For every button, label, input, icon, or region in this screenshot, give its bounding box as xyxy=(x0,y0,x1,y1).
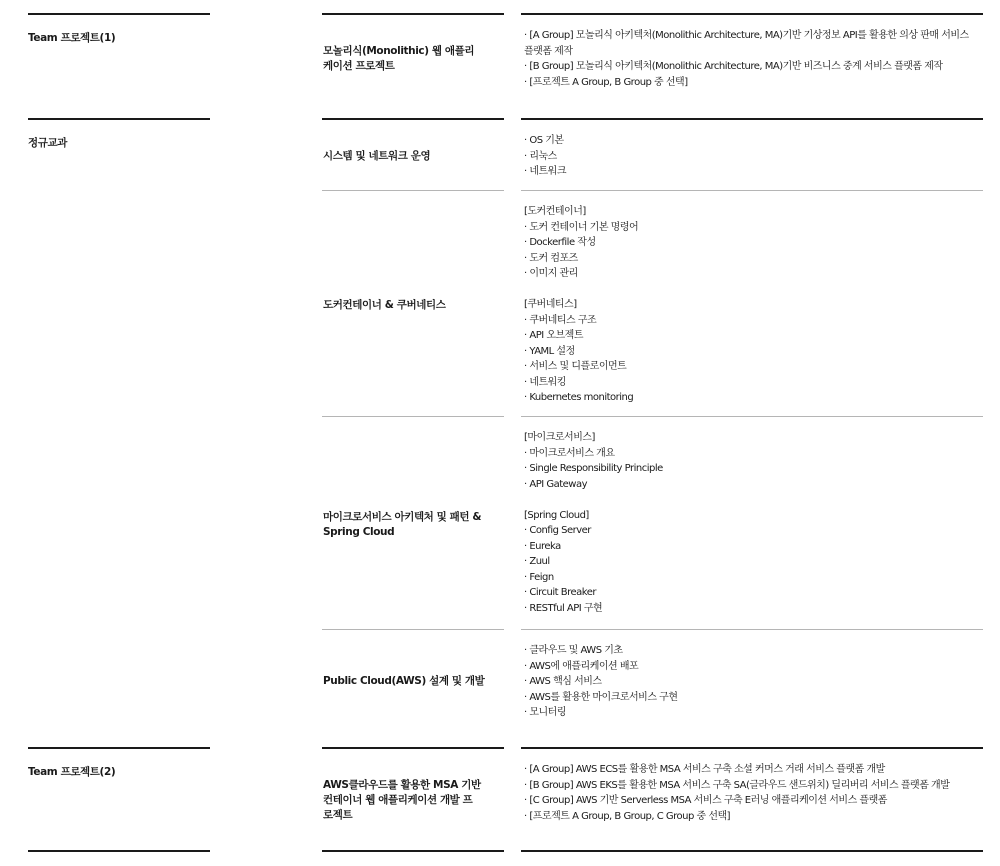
detail-line: [Spring Cloud] xyxy=(524,509,589,521)
divider xyxy=(521,118,983,120)
detail-line: [도커컨테이너] xyxy=(524,206,586,217)
divider xyxy=(521,13,983,15)
detail-line: · 네트워킹 xyxy=(524,376,566,388)
detail-gap xyxy=(524,492,986,508)
detail-line: · AWS를 활용한 마이크로서비스 구현 xyxy=(524,691,678,703)
detail-line: · Config Server xyxy=(524,525,591,536)
detail-line: · 마이크로서비스 개요 xyxy=(524,447,615,459)
row-divider xyxy=(322,629,504,630)
category-label: Team 프로젝트(1) xyxy=(28,32,116,44)
subject-title: 모놀리식(Monolithic) 웹 애플리케이션 프로젝트 xyxy=(323,45,475,72)
divider xyxy=(28,747,210,749)
detail-line: [쿠버네티스] xyxy=(524,299,577,310)
divider xyxy=(521,747,983,749)
detail-line: · 클라우드 및 AWS 기초 xyxy=(524,645,623,656)
detail-line: · 도커 컨테이너 기본 명령어 xyxy=(524,221,639,233)
subject-details xyxy=(524,643,986,721)
detail-line: · [C Group] AWS 기반 Serverless MSA 서비스 구축 E러닝 애플리케이션 서비스 플랫폼 xyxy=(524,795,887,806)
detail-line: · Zuul xyxy=(524,556,550,567)
row-divider xyxy=(521,190,983,191)
detail-line: · [A Group] 모놀리식 아키텍처(Monolithic Architecture, MA)기반 기상정보 API를 활용한 의상 판매 서비스 플랫폼 제작 xyxy=(524,30,969,57)
detail-line: · 리눅스 xyxy=(524,150,557,162)
subject-details xyxy=(524,430,986,616)
divider xyxy=(28,118,210,120)
subject-title: 마이크로서비스 아키텍처 및 패턴 & Spring Cloud xyxy=(323,511,482,538)
detail-line: · 쿠버네티스 구조 xyxy=(524,314,597,326)
detail-line: · OS 기본 xyxy=(524,135,564,146)
divider xyxy=(322,13,504,15)
row-divider xyxy=(322,190,504,191)
detail-line: · [프로젝트 A Group, B Group, C Group 중 선택] xyxy=(524,810,731,822)
detail-line: · AWS에 애플리케이션 배포 xyxy=(524,660,639,672)
detail-gap xyxy=(524,282,986,298)
detail-line: · API Gateway xyxy=(524,478,588,490)
category-label: Team 프로젝트(2) xyxy=(28,766,116,778)
row-divider xyxy=(322,416,504,417)
detail-line: · RESTful API 구현 xyxy=(524,602,603,614)
subject-title: Public Cloud(AWS) 설계 및 개발 xyxy=(323,675,485,687)
detail-line: · 네트워크 xyxy=(524,166,566,177)
detail-line: · 모니터링 xyxy=(524,707,566,718)
row-divider xyxy=(521,416,983,417)
subject-title: 시스템 및 네트워크 운영 xyxy=(323,150,431,162)
detail-line: · 서비스 및 디플로이먼트 xyxy=(524,361,627,372)
divider xyxy=(322,850,504,852)
detail-line: · 이미지 관리 xyxy=(524,268,578,279)
detail-line: · [B Group] AWS EKS를 활용한 MSA 서비스 구축 SA(글라우드 샌드위치) 딜리버리 서비스 플랫폼 개발 xyxy=(524,779,950,791)
subject-title: AWS클라우드를 활용한 MSA 기반 컨테이너 웹 애플리케이션 개발 프로젝트 xyxy=(323,779,481,821)
divider xyxy=(28,13,210,15)
detail-line: · Circuit Breaker xyxy=(524,587,596,598)
row-divider xyxy=(521,629,983,630)
detail-line: · YAML 설정 xyxy=(524,345,575,357)
divider xyxy=(521,850,983,852)
divider xyxy=(28,850,210,852)
detail-line: · [A Group] AWS ECS를 활용한 MSA 서비스 구축 소셜 커머스 거래 서비스 플랫폼 개발 xyxy=(524,764,885,775)
detail-line: · API 오브젝트 xyxy=(524,330,583,341)
detail-line: · [프로젝트 A Group, B Group 중 선택] xyxy=(524,76,688,88)
category-label: 정규교과 xyxy=(28,137,67,149)
subject-details xyxy=(524,762,986,824)
subject-details xyxy=(524,28,986,90)
divider xyxy=(322,747,504,749)
detail-line: · Kubernetes monitoring xyxy=(524,392,634,403)
detail-line: · Dockerfile 작성 xyxy=(524,237,596,248)
subject-details xyxy=(524,133,986,180)
detail-line: · Single Responsibility Principle xyxy=(524,463,663,474)
detail-line: [마이크로서비스] xyxy=(524,432,595,443)
detail-line: · AWS 핵심 서비스 xyxy=(524,676,602,687)
detail-line: · Eureka xyxy=(524,540,561,552)
detail-line: · Feign xyxy=(524,571,554,583)
divider xyxy=(322,118,504,120)
subject-title: 도커컨테이너 & 쿠버네티스 xyxy=(323,299,446,311)
subject-details xyxy=(524,204,986,406)
detail-line: · 도커 컴포즈 xyxy=(524,252,578,264)
detail-line: · [B Group] 모놀리식 아키텍처(Monolithic Architecture, MA)기반 비즈니스 중계 서비스 플랫폼 제작 xyxy=(524,61,943,72)
